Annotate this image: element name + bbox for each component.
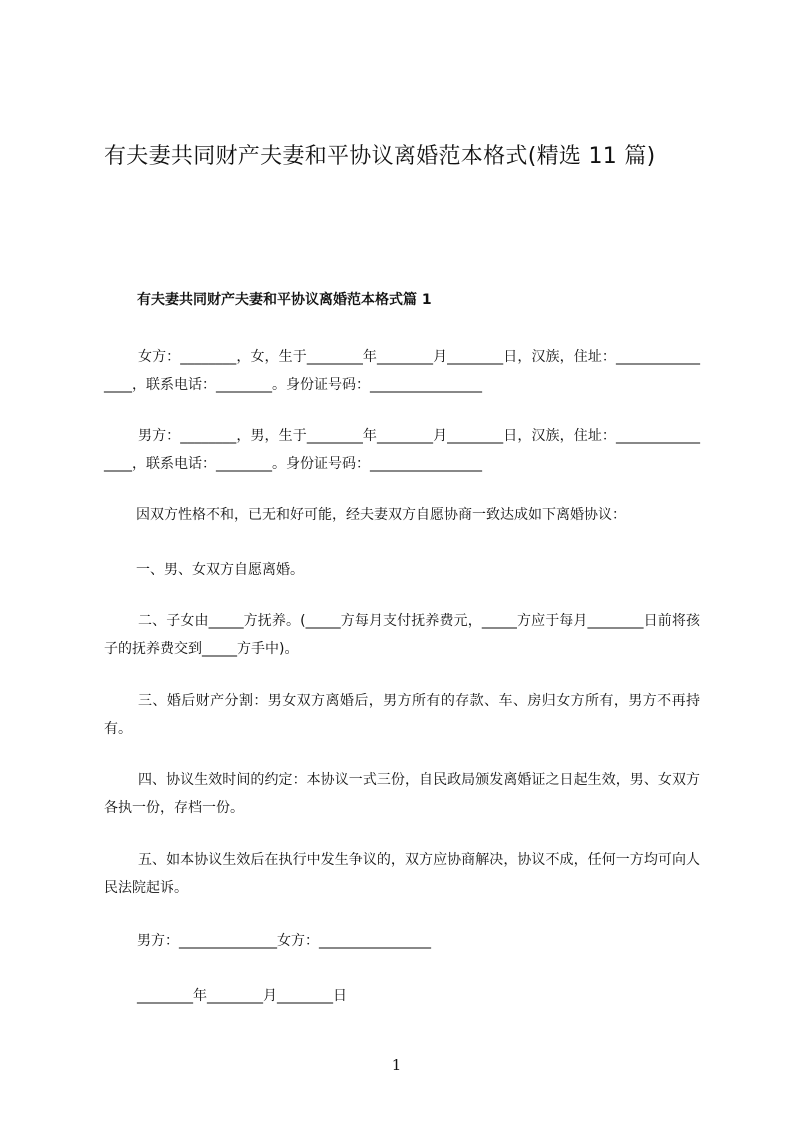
- date-line: ________年________月________日: [137, 988, 347, 1004]
- paragraph-intro: 因双方性格不和，已无和好可能，经夫妻双方自愿协商一致达成如下离婚协议：: [136, 507, 626, 523]
- paragraph-male-party-info: 男方：________，男，生于________年________月________日，汉族，住址：________________，联系电话：________。身份证号码：________________: [104, 428, 700, 472]
- paragraph-clause-5: 五、如本协议生效后在执行中发生争议的，双方应协商解决，协议不成，任何一方均可向人民法院起诉。: [104, 852, 700, 896]
- paragraph-clause-3: 三、婚后财产分割：男女双方离婚后，男方所有的存款、车、房归女方所有，男方不再持有。: [104, 693, 700, 737]
- document-title: 有夫妻共同财产夫妻和平协议离婚范本格式(精选 11 篇): [104, 144, 656, 169]
- paragraph-clause-4: 四、协议生效时间的约定：本协议一式三份，自民政局颁发离婚证之日起生效，男、女双方各执一份，存档一份。: [104, 772, 700, 816]
- paragraph-clause-1: 一、男、女双方自愿离婚。: [136, 562, 304, 578]
- signature-line: 男方：______________女方：________________: [137, 933, 431, 949]
- page-number: 1: [391, 1056, 402, 1074]
- section-heading: 有夫妻共同财产夫妻和平协议离婚范本格式篇 1: [137, 292, 432, 308]
- paragraph-clause-2: 二、子女由_____方抚养。(_____方每月支付抚养费元，_____方应于每月________日前将孩子的抚养费交到_____方手中)。: [104, 613, 700, 657]
- paragraph-female-party-info: 女方：________，女，生于________年________月________日，汉族，住址：________________，联系电话：________。身份证号码：________________: [104, 349, 700, 393]
